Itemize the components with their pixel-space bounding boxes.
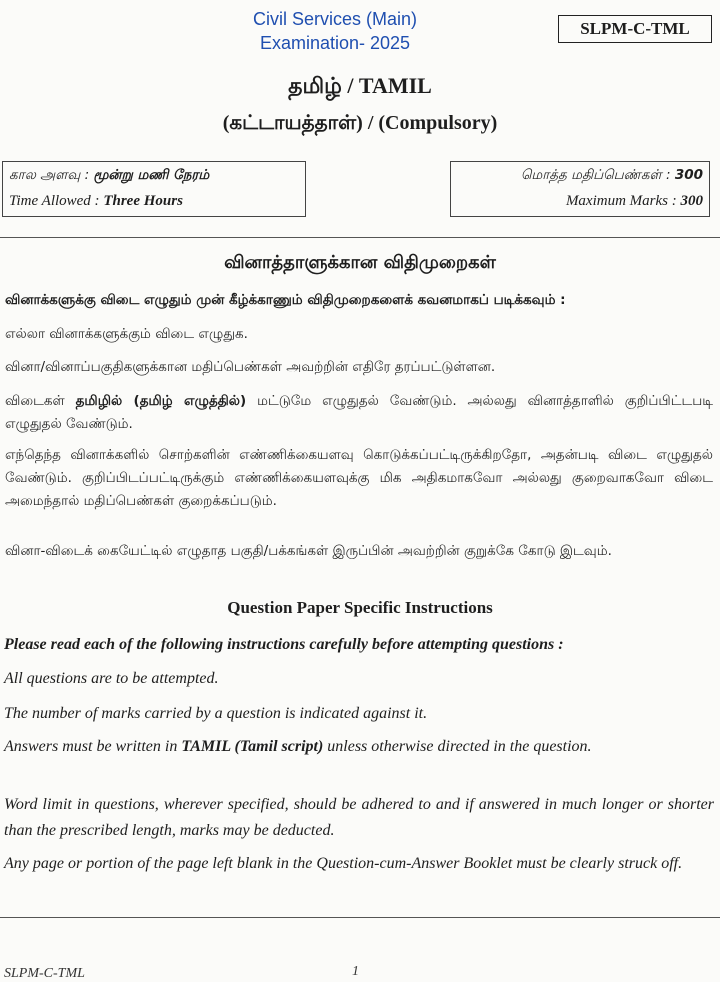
maximum-marks-box bbox=[450, 161, 710, 217]
divider-top bbox=[0, 237, 720, 238]
tamil-instruction-3: விடைகள் தமிழில் (தமிழ் எழுத்தில்) மட்டுமே எழுதுதல் வேண்டும். அல்லது வினாத்தாளில் குறிப்பிட்டபடி எழுதுதல் வேண்டும். bbox=[5, 393, 713, 432]
tamil-instructions-lead: வினாக்களுக்கு விடை எழுதும் முன் கீழ்க்காணும் விதிமுறைகளைக் கவனமாகப் படிக்கவும் : bbox=[5, 292, 566, 308]
time-allowed-box bbox=[2, 161, 306, 217]
english-instruction-4: Word limit in questions, wherever specified, should be adhered to and if answered in much longer or shorter than the prescribed length, marks may be deducted. bbox=[4, 796, 714, 839]
english-instruction-3: Answers must be written in TAMIL (Tamil script) unless otherwise directed in the question. bbox=[4, 738, 592, 755]
paper-type: (கட்டாயத்தாள்) / (Compulsory) bbox=[222, 112, 498, 134]
divider-bottom bbox=[0, 917, 720, 918]
time-allowed-tamil: கால அளவு : மூன்று மணி நேரம் bbox=[9, 167, 210, 183]
exam-year: Examination- 2025 bbox=[259, 33, 411, 53]
maximum-marks-tamil: மொத்த மதிப்பெண்கள் : 300 bbox=[520, 167, 703, 183]
tamil-instruction-2: வினா/வினாப்பகுதிகளுக்கான மதிப்பெண்கள் அவற்றின் எதிரே தரப்பட்டுள்ளன. bbox=[5, 359, 496, 375]
tamil-instruction-4: எந்தெந்த வினாக்களில் சொற்களின் எண்ணிக்கையளவு கொடுக்கப்பட்டிருக்கிறதோ, அதன்படி விடை எழுதுதல் வேண்டும். குறிப்பிடப்பட்டிருக்கும் எண்ணிக்கையளவுக்கு மிக அதிகமாகவோ அல்லது குறைவாகவோ விடை அமைந்தால் மதிப்பெண்கள் குறைக்கப்படும். bbox=[5, 447, 713, 509]
maximum-marks-english: Maximum Marks : 300 bbox=[565, 193, 703, 209]
english-instruction-2: The number of marks carried by a question is indicated against it. bbox=[4, 705, 428, 722]
tamil-instructions-heading: வினாத்தாளுக்கான விதிமுறைகள் bbox=[224, 252, 496, 273]
exam-name: Civil Services (Main) bbox=[252, 9, 418, 29]
exam-title bbox=[230, 7, 440, 55]
english-instruction-5: Any page or portion of the page left blank in the Question-cum-Answer Booklet must be clearly struck off. bbox=[4, 855, 683, 872]
tamil-instruction-1: எல்லா வினாக்களுக்கும் விடை எழுதுக. bbox=[5, 326, 248, 342]
footer-paper-code: SLPM-C-TML bbox=[4, 966, 85, 981]
english-instructions-lead: Please read each of the following instructions carefully before attempting questions : bbox=[4, 636, 564, 653]
time-allowed-english: Time Allowed : Three Hours bbox=[9, 193, 183, 209]
paper-code-box: SLPM-C-TML bbox=[558, 15, 712, 43]
subject-title: தமிழ் / TAMIL bbox=[288, 73, 432, 98]
english-instruction-1: All questions are to be attempted. bbox=[4, 670, 219, 687]
page-number: 1 bbox=[352, 964, 359, 979]
tamil-instruction-5: வினா-விடைக் கையேட்டில் எழுதாத பகுதி/பக்கங்கள் இருப்பின் அவற்றின் குறுக்கே கோடு இடவும். bbox=[5, 543, 612, 559]
english-instructions-heading: Question Paper Specific Instructions bbox=[227, 598, 493, 617]
